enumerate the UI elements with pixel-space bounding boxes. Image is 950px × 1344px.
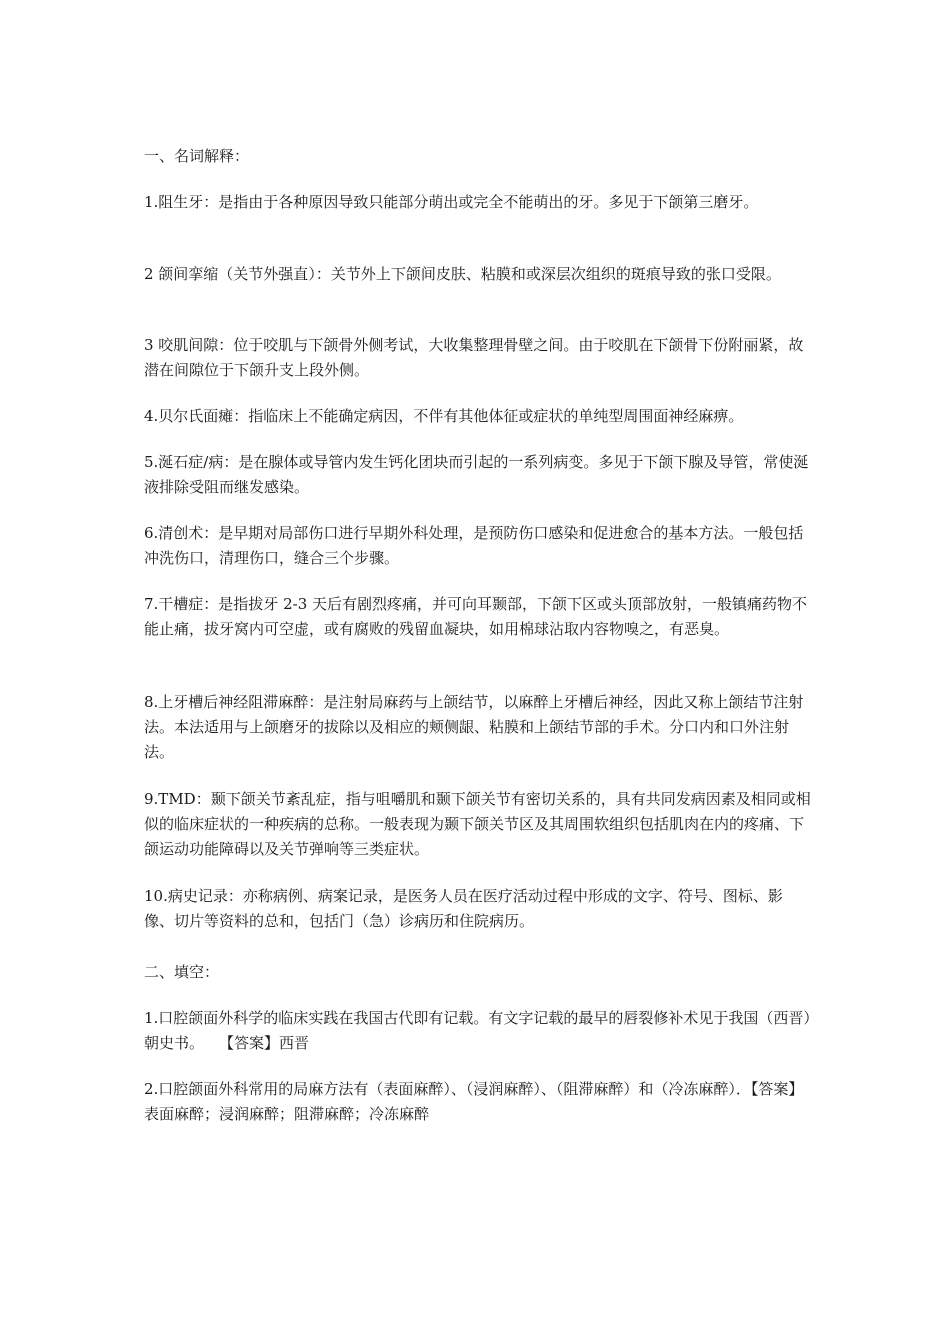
term-7-dry-socket: 7.干槽症：是指拔牙 2-3 天后有剧烈疼痛，并可向耳颞部，下颌下区或头顶部放射，一般镇痛药物不能止痛，拔牙窝内可空虚，或有腐败的残留血凝块，如用棉球沾取内容物嗅之，有恶臭。 <box>144 595 808 638</box>
fill-blank-1: 1.口腔颌面外科学的临床实践在我国古代即有记载。有文字记载的最早的唇裂修补术见于我国（西晋）朝史书。 【答案】西晋 <box>144 1009 811 1052</box>
section-2-heading: 二、填空： <box>144 963 220 981</box>
section-1-heading: 一、名词解释： <box>144 147 250 165</box>
fill-blank-2: 2.口腔颌面外科常用的局麻方法有（表面麻醉）、（浸润麻醉）、（阻滞麻醉）和（冷冻麻醉）．【答案】表面麻醉；浸润麻醉；阻滞麻醉；冷冻麻醉 <box>144 1080 804 1123</box>
term-10-medical-record: 10.病史记录：亦称病例、病案记录，是医务人员在医疗活动过程中形成的文字、符号、图标、影像、切片等资料的总和，包括门（急）诊病历和住院病历。 <box>144 887 783 930</box>
term-3-masseteric-space: 3 咬肌间隙：位于咬肌与下颌骨外侧考试，大收集整理骨壁之间。由于咬肌在下颌骨下份附丽紧，故潜在间隙位于下颌升支上段外侧。 <box>144 336 804 379</box>
term-8-psa-nerve-block: 8.上牙槽后神经阻滞麻醉：是注射局麻药与上颌结节，以麻醉上牙槽后神经，因此又称上颌结节注射法。本法适用与上颌磨牙的拔除以及相应的颊侧龈、粘膜和上颌结节部的手术。分口内和口外注射法。 <box>144 693 804 761</box>
term-1-impacted-tooth: 1.阻生牙：是指由于各种原因导致只能部分萌出或完全不能萌出的牙。多见于下颌第三磨牙。 <box>144 193 759 211</box>
term-6-debridement: 6.清创术：是早期对局部伤口进行早期外科处理，是预防伤口感染和促进愈合的基本方法。一般包括冲洗伤口，清理伤口，缝合三个步骤。 <box>144 524 804 567</box>
term-4-bells-palsy: 4.贝尔氏面瘫：指临床上不能确定病因，不伴有其他体征或症状的单纯型周围面神经麻痹。 <box>144 407 744 425</box>
term-5-sialolithiasis: 5.涎石症/病：是在腺体或导管内发生钙化团块而引起的一系列病变。多见于下颌下腺及导管，常使涎液排除受阻而继发感染。 <box>144 453 809 496</box>
term-9-tmd: 9.TMD：颞下颌关节紊乱症，指与咀嚼肌和颞下颌关节有密切关系的，具有共同发病因素及相同或相似的临床症状的一种疾病的总称。一般表现为颞下颌关节区及其周围软组织包括肌肉在内的疼痛、下颌运动功能障碍以及关节弹响等三类症状。 <box>144 790 811 858</box>
term-2-intermaxillary-contracture: 2 颌间挛缩（关节外强直）：关节外上下颌间皮肤、粘膜和或深层次组织的斑痕导致的张口受限。 <box>144 265 781 283</box>
